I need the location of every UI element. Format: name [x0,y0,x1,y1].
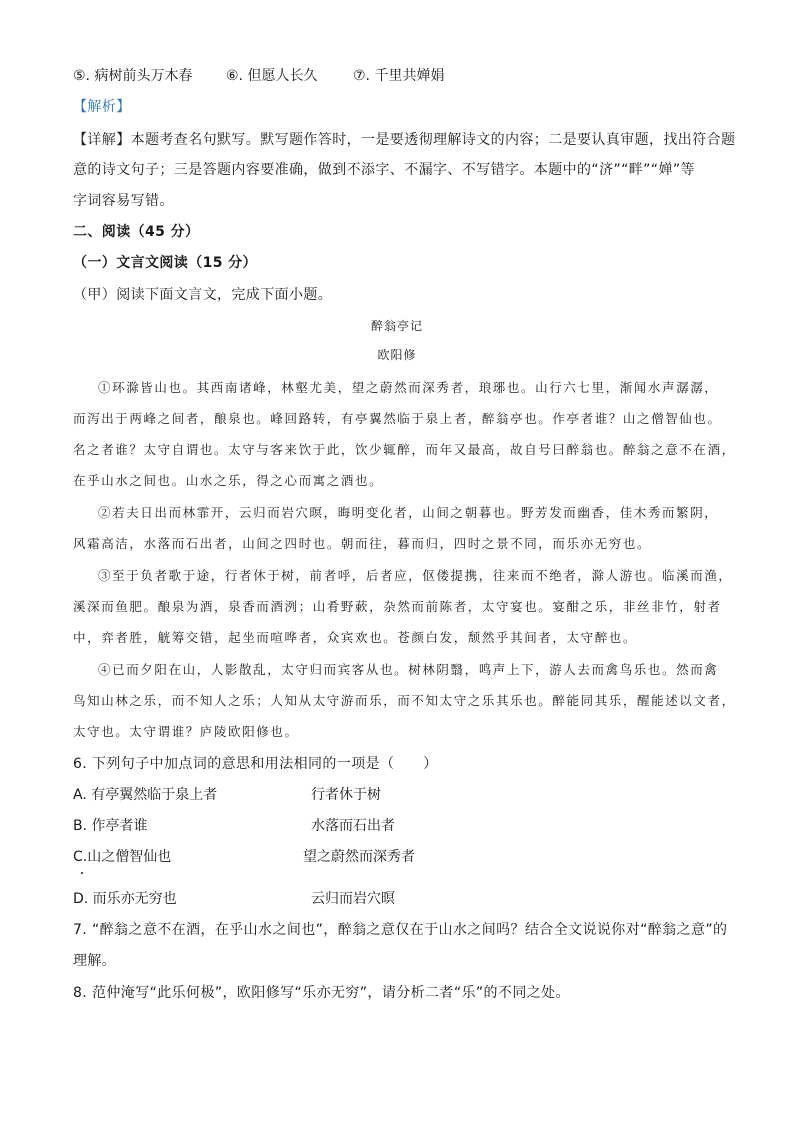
essay-title: 醉翁亭记 [370,319,423,333]
detail-line: 字词容易写错。 [73,193,174,209]
detail-line: 【详解】本题考查名句默写。默写题作答时，一是要透彻理解诗文的内容；二是要认真审题，找出符合题 [73,132,736,148]
essay-line: ①环滁皆山也。其西南诸峰，林壑尤美，望之蔚然而深秀者，琅琊也。山行六七里，渐闻水声潺潺， [98,380,719,395]
answer-5: ⑤. 病树前头万木春 [73,68,193,84]
essay-author: 欧阳修 [377,348,417,362]
q6-option-b-right: 水落而石出者 [311,818,395,834]
answer-6: ⑥. 但愿人长久 [226,68,318,84]
section-title: 二、阅读（45 分） [73,224,200,240]
instruction: （甲）阅读下面文言文，完成下面小题。 [73,287,333,303]
q6-option-d-right: 云归而岩穴暝 [311,891,395,907]
q6-stem: 6. 下列句子中加点词的意思和用法相同的一项是（ ） [73,756,438,772]
essay-line: 鸟知山林之乐，而不知人之乐；人知从太守游而乐，而不知太守之乐其乐也。醉能同其乐，醒能述以文者， [73,693,736,708]
q7-line: 7. “醉翁之意不在酒，在乎山水之间也”，醉翁之意仅在于山水之间吗？结合全文说说你对“醉翁之意”的 [73,922,728,938]
subsection-title: （一）文言文阅读（15 分） [73,255,257,271]
q6-option-a-left: A. 有亭翼然临于泉上者 [73,787,218,803]
essay-line: ④已而夕阳在山，人影散乱，太守归而宾客从也。树林阴翳，鸣声上下，游人去而禽鸟乐也。然而禽 [98,662,719,677]
essay-line: 而泻出于两峰之间者，酿泉也。峰回路转，有亭翼然临于泉上者，醉翁亭也。作亭者谁？山之僧智仙也。 [73,411,722,426]
essay-line: 风霜高洁，水落而石出者，山间之四时也。朝而往，暮而归，四时之景不同，而乐亦无穷也。 [73,536,652,551]
q6-option-d-left: D. 而乐亦无穷也 [73,891,177,907]
essay-line: ②若夫日出而林霏开，云归而岩穴暝，晦明变化者，山间之朝暮也。野芳发而幽香，佳木秀而繁阴， [98,505,719,520]
q6-option-b-left: B. 作亭者谁 [73,818,148,834]
essay-line: 中，弈者胜，觥筹交错，起坐而喧哗者，众宾欢也。苍颜白发，颓然乎其间者，太守醉也。 [73,630,638,645]
essay-line: ③至于负者歌于途，行者休于树，前者呼，后者应，伛偻提携，往来而不绝者，滁人游也。临溪而渔， [98,568,733,583]
q6-option-c-right: 望之蔚然而深秀者 [303,849,415,865]
detail-line: 意的诗文句子；三是答题内容要准确，做到不添字、不漏字、不写错字。本题中的“济”“畔”“婵”等 [73,162,695,178]
essay-line: 名之者谁？太守自谓也。太守与客来饮于此，饮少辄醉，而年又最高，故自号曰醉翁也。醉翁之意不在酒， [73,442,736,457]
q7-line: 理解。 [73,953,117,969]
analysis-tag: 【解析】 [73,99,131,115]
q8-stem: 8. 范仲淹写“此乐何极”，欧阳修写“乐亦无穷”，请分析二者“乐”的不同之处。 [73,985,570,1001]
essay-line: 在乎山水之间也。山水之乐，得之心而寓之酒也。 [73,473,384,488]
essay-line: 太守也。太守谓谁？庐陵欧阳修也。 [73,724,299,739]
q6-option-a-right: 行者休于树 [311,787,381,803]
q6-option-c-left: C.山之僧智仙也 [73,849,172,865]
essay-line: 溪深而鱼肥。酿泉为酒，泉香而酒洌；山肴野蔌，杂然而前陈者，太守宴也。宴酣之乐，非丝非竹，射者 [73,599,722,614]
answer-7: ⑦. 千里共婵娟 [353,68,445,84]
emphasis-dot [81,872,83,874]
